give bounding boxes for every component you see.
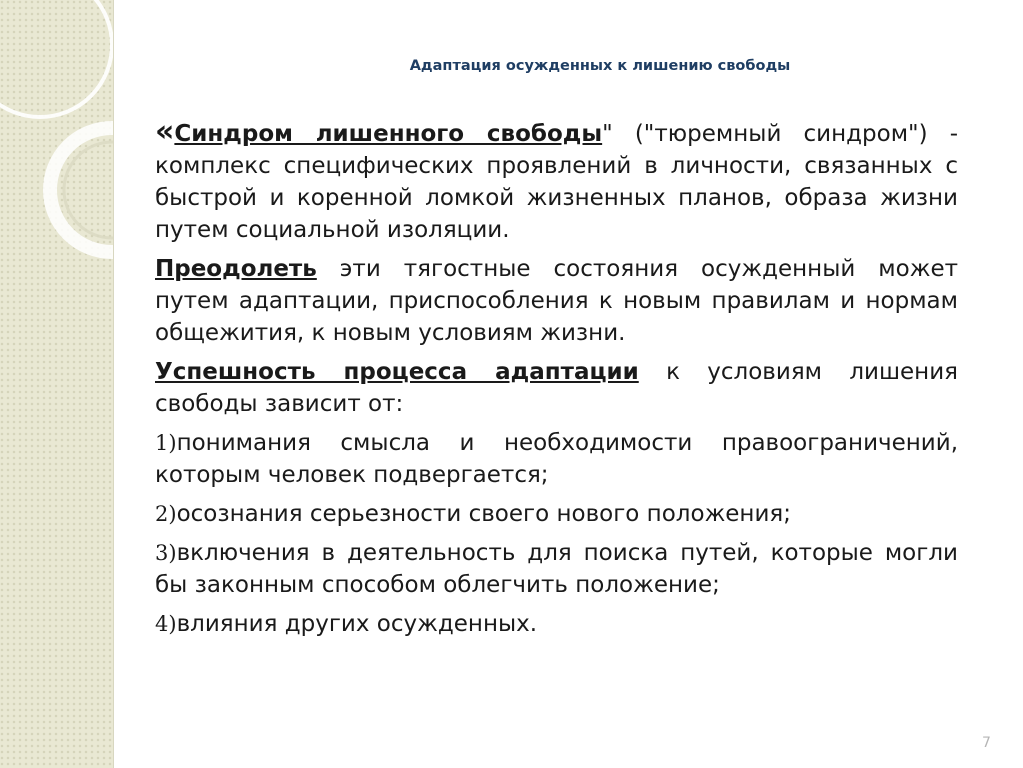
list-item-number: 3): [155, 541, 177, 565]
paragraph-definition: [155, 114, 959, 246]
list-item-text: включения в деятельность для поиска путей, которые могли бы законным способом облегчить положение;: [155, 540, 958, 598]
close-quote: ": [602, 121, 613, 147]
term-success: Успешность процесса адаптации: [155, 359, 639, 385]
paragraph-overcome: [155, 253, 958, 349]
list-item: [155, 427, 958, 491]
success-text: к условиям лишения свободы зависит от:: [155, 359, 958, 417]
list-item: [155, 537, 958, 601]
decorative-side-band: [0, 0, 114, 768]
list-item-number: 1): [155, 431, 177, 455]
list-item-text: понимания смысла и необходимости правоограничений, которым человек подвергается;: [155, 430, 958, 488]
list-item: [155, 608, 958, 640]
definition-text: ("тюремный синдром") - комплекс специфических проявлений в личности, связанных с быстрой и коренной ломкой жизненных планов, образа жизни путем социальной изоляции.: [155, 121, 959, 243]
list-item: [155, 498, 958, 530]
list-item-number: 4): [155, 612, 177, 636]
slide-title: Адаптация осужденных к лишению свободы: [409, 58, 791, 74]
overcome-text: эти тягостные состояния осужденный может путем адаптации, приспособления к новым правилам и нормам общежития, к новым условиям жизни.: [155, 256, 958, 346]
list-item-text: влияния других осужденных.: [176, 611, 538, 637]
term-overcome: Преодолеть: [155, 256, 317, 282]
decorative-circles-icon: [0, 0, 113, 300]
list-item-text: осознания серьезности своего нового положения;: [176, 501, 792, 527]
list-item-number: 2): [155, 502, 177, 526]
open-quote: «: [155, 114, 175, 149]
paragraph-success: [155, 356, 958, 420]
page-number: 7: [982, 735, 991, 751]
term-syndrome: Синдром лишенного свободы: [174, 121, 603, 147]
slide-content: [155, 114, 959, 647]
